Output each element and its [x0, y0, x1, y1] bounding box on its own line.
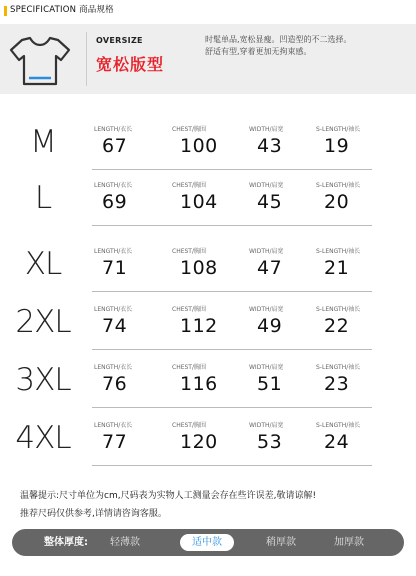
length-value: 76: [102, 373, 128, 395]
length-header: LENGTH/衣长: [94, 248, 133, 255]
fit-description-line: 时髦单品,宽松显瘦。凹造型的不二选择。: [205, 35, 352, 44]
fit-description-line: 舒适有型,穿着更加无拘束感。: [205, 47, 312, 56]
chest-header: CHEST/胸围: [172, 364, 206, 371]
width-value: 45: [257, 191, 283, 213]
width-value: 53: [257, 431, 283, 453]
oversize-label-en: OVERSIZE: [96, 36, 143, 45]
width-header: WIDTH/肩宽: [249, 248, 284, 255]
thickness-option-thick: 稍厚款: [266, 537, 296, 548]
length-header: LENGTH/衣长: [94, 422, 133, 429]
size-row-3xl: [0, 352, 416, 408]
length-value: 74: [102, 315, 128, 337]
length-header: LENGTH/衣长: [94, 126, 133, 133]
sleeve-header: S-LENGTH/袖长: [316, 182, 361, 189]
sleeve-cell: [316, 352, 396, 408]
width-header: WIDTH/肩宽: [249, 422, 284, 429]
sleeve-value: 24: [324, 431, 350, 453]
size-note: 推荐尺码仅供参考,详情请咨询客服。: [20, 509, 167, 519]
size-note: 温馨提示:尺寸单位为cm,尺码表为实物人工测量会存在些许误差,敬请谅解!: [20, 491, 317, 501]
size-label: 4XL: [15, 420, 71, 456]
length-header: LENGTH/衣长: [94, 182, 133, 189]
length-cell: [94, 236, 174, 292]
length-value: 77: [102, 431, 128, 453]
sleeve-header: S-LENGTH/袖长: [316, 364, 361, 371]
size-label: M: [30, 124, 56, 160]
sleeve-value: 19: [324, 135, 350, 157]
thickness-option-light: 轻薄款: [110, 537, 140, 548]
chest-header: CHEST/胸围: [172, 306, 206, 313]
chest-header: CHEST/胸围: [172, 248, 206, 255]
sleeve-cell: [316, 410, 396, 466]
chest-cell: [172, 352, 252, 408]
size-label: XL: [24, 246, 62, 282]
size-label: L: [34, 180, 52, 216]
size-row-4xl: [0, 410, 416, 466]
length-value: 67: [102, 135, 128, 157]
chest-value: 112: [180, 315, 218, 337]
sleeve-header: S-LENGTH/袖长: [316, 422, 361, 429]
chest-value: 116: [180, 373, 218, 395]
size-label: 2XL: [15, 304, 71, 340]
sleeve-value: 21: [324, 257, 350, 279]
sleeve-cell: [316, 170, 396, 226]
thickness-option-medium: 适中款: [180, 534, 234, 551]
chest-header: CHEST/胸围: [172, 182, 206, 189]
sleeve-cell: [316, 236, 396, 292]
width-header: WIDTH/肩宽: [249, 126, 284, 133]
spec-title: SPECIFICATION 商品规格: [10, 5, 114, 15]
thickness-label: 整体厚度:: [44, 537, 88, 548]
tshirt-icon: [8, 34, 72, 88]
accent-bar: [4, 6, 7, 16]
chest-cell: [172, 410, 252, 466]
sleeve-value: 23: [324, 373, 350, 395]
thickness-bar: [12, 529, 404, 556]
chest-cell: [172, 170, 252, 226]
row-divider: [92, 291, 372, 292]
width-header: WIDTH/肩宽: [249, 182, 284, 189]
oversize-label-cn: 宽松版型: [96, 55, 165, 74]
length-cell: [94, 410, 174, 466]
sleeve-header: S-LENGTH/袖长: [316, 248, 361, 255]
length-cell: [94, 170, 174, 226]
chest-value: 100: [180, 135, 218, 157]
size-label: 3XL: [15, 362, 71, 398]
length-value: 69: [102, 191, 128, 213]
size-row-xl: [0, 236, 416, 292]
fit-banner: [0, 24, 416, 94]
sleeve-cell: [316, 114, 396, 170]
length-header: LENGTH/衣长: [94, 364, 133, 371]
row-divider: [92, 349, 372, 350]
chest-header: CHEST/胸围: [172, 422, 206, 429]
size-row-m: [0, 114, 416, 170]
sleeve-header: S-LENGTH/袖长: [316, 306, 361, 313]
size-row-l: [0, 170, 416, 226]
chest-cell: [172, 114, 252, 170]
chest-value: 108: [180, 257, 218, 279]
row-divider: [92, 407, 372, 408]
thickness-option-extra-thick: 加厚款: [334, 537, 364, 548]
length-cell: [94, 352, 174, 408]
sleeve-header: S-LENGTH/袖长: [316, 126, 361, 133]
width-value: 49: [257, 315, 283, 337]
length-value: 71: [102, 257, 128, 279]
row-divider: [92, 465, 372, 466]
chest-value: 120: [180, 431, 218, 453]
length-cell: [94, 294, 174, 350]
width-value: 47: [257, 257, 283, 279]
sleeve-cell: [316, 294, 396, 350]
width-value: 51: [257, 373, 283, 395]
row-divider: [92, 225, 372, 226]
width-header: WIDTH/肩宽: [249, 364, 284, 371]
chest-header: CHEST/胸围: [172, 126, 206, 133]
chest-cell: [172, 294, 252, 350]
sleeve-value: 20: [324, 191, 350, 213]
fit-divider: [86, 32, 87, 86]
chest-cell: [172, 236, 252, 292]
width-value: 43: [257, 135, 283, 157]
length-header: LENGTH/衣长: [94, 306, 133, 313]
length-cell: [94, 114, 174, 170]
size-row-2xl: [0, 294, 416, 350]
sleeve-value: 22: [324, 315, 350, 337]
width-header: WIDTH/肩宽: [249, 306, 284, 313]
spec-header: [0, 0, 416, 22]
chest-value: 104: [180, 191, 218, 213]
fit-description: [205, 34, 411, 58]
